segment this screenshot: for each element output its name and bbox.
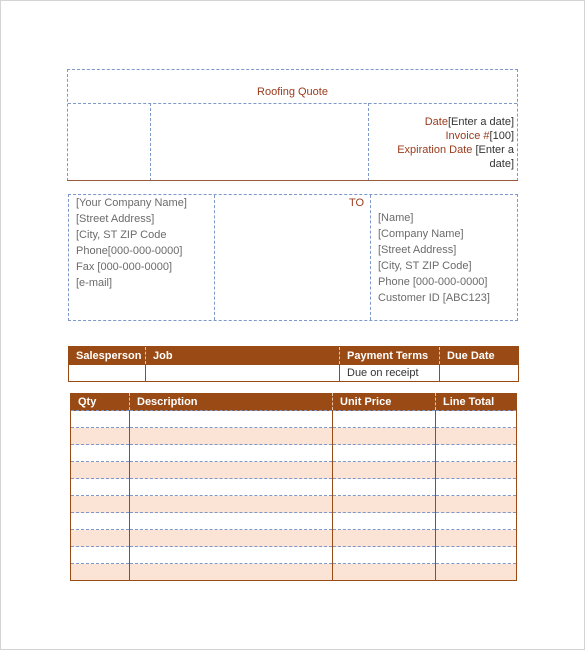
unit-price-cell[interactable] (333, 513, 436, 530)
date-value[interactable]: [Enter a date] (447, 116, 514, 128)
payment-terms-header: Payment Terms (340, 347, 440, 365)
unit-price-cell[interactable] (333, 564, 436, 581)
quote-title: Roofing Quote (68, 70, 517, 104)
line-total-cell[interactable] (436, 462, 517, 479)
expiration-value[interactable]: [Enter a (475, 144, 514, 156)
qty-cell[interactable] (71, 411, 130, 428)
job-header: Job (146, 347, 340, 365)
unit-price-cell[interactable] (333, 445, 436, 462)
table-row (71, 564, 517, 581)
header-rule (67, 180, 518, 181)
unit-price-cell[interactable] (333, 411, 436, 428)
quote-meta (370, 115, 514, 171)
expiration-line-2 (370, 157, 514, 171)
line-total-cell[interactable] (436, 530, 517, 547)
description-cell[interactable] (130, 513, 333, 530)
address-block (68, 194, 518, 321)
qty-cell[interactable] (71, 496, 130, 513)
qty-cell[interactable] (71, 462, 130, 479)
line-total-cell[interactable] (436, 564, 517, 581)
table-row (71, 411, 517, 428)
qty-cell[interactable] (71, 530, 130, 547)
unit-price-cell[interactable] (333, 547, 436, 564)
expiration-line (370, 143, 514, 157)
description-cell[interactable] (130, 496, 333, 513)
salesperson-header: Salesperson (69, 347, 146, 365)
table-row (71, 479, 517, 496)
payment-terms-cell[interactable]: Due on receipt (340, 365, 440, 382)
recipient-city[interactable]: [City, ST ZIP Code] (378, 260, 472, 272)
sender-city[interactable]: [City, ST ZIP Code (76, 229, 167, 241)
line-total-header: Line Total (436, 393, 517, 411)
description-header: Description (130, 393, 333, 411)
qty-cell[interactable] (71, 513, 130, 530)
qty-cell[interactable] (71, 428, 130, 445)
unit-price-cell[interactable] (333, 479, 436, 496)
date-line (370, 115, 514, 129)
job-cell[interactable] (146, 365, 340, 382)
expiration-value-cont[interactable]: date] (489, 158, 514, 170)
table-row (71, 496, 517, 513)
line-items-table (70, 393, 517, 581)
line-total-cell[interactable] (436, 513, 517, 530)
qty-header: Qty (71, 393, 130, 411)
description-cell[interactable] (130, 564, 333, 581)
unit-price-cell[interactable] (333, 462, 436, 479)
line-total-cell[interactable] (436, 479, 517, 496)
qty-cell[interactable] (71, 445, 130, 462)
header-divider (150, 103, 151, 181)
to-label: TO (349, 197, 365, 209)
recipient-name[interactable]: [Name] (378, 212, 414, 224)
table-row (71, 462, 517, 479)
expiration-label: Expiration Date (397, 144, 473, 156)
sender-email[interactable]: [e-mail] (76, 277, 113, 289)
recipient-street[interactable]: [Street Address] (378, 244, 457, 256)
qty-cell[interactable] (71, 564, 130, 581)
sender-street[interactable]: [Street Address] (76, 213, 155, 225)
table-row (71, 530, 517, 547)
sales-terms-table (68, 346, 519, 382)
line-total-cell[interactable] (436, 547, 517, 564)
recipient-phone[interactable]: Phone [000-000-0000] (378, 276, 488, 288)
description-cell[interactable] (130, 462, 333, 479)
date-label: Date (424, 116, 448, 128)
sales-row (69, 365, 519, 382)
description-cell[interactable] (130, 530, 333, 547)
unit-price-cell[interactable] (333, 496, 436, 513)
table-row (71, 513, 517, 530)
line-total-cell[interactable] (436, 411, 517, 428)
recipient-company[interactable]: [Company Name] (378, 228, 464, 240)
due-date-header: Due Date (440, 347, 519, 365)
sender-address (76, 195, 187, 291)
table-row (71, 445, 517, 462)
qty-cell[interactable] (71, 479, 130, 496)
table-row (71, 428, 517, 445)
sender-fax[interactable]: Fax [000-000-0000] (76, 261, 173, 273)
due-date-cell[interactable] (440, 365, 519, 382)
sender-company[interactable]: [Your Company Name] (76, 197, 187, 209)
line-total-cell[interactable] (436, 445, 517, 462)
address-divider (370, 195, 371, 320)
recipient-address (378, 210, 490, 306)
unit-price-cell[interactable] (333, 530, 436, 547)
salesperson-cell[interactable] (69, 365, 146, 382)
sender-phone[interactable]: Phone[000-000-0000] (76, 245, 183, 257)
quote-header (67, 69, 518, 181)
invoice-label: Invoice # (445, 130, 490, 142)
recipient-customer-id[interactable]: Customer ID [ABC123] (378, 292, 490, 304)
invoice-line (370, 129, 514, 143)
invoice-value[interactable]: [100] (489, 130, 514, 142)
sales-header-row (69, 347, 519, 365)
address-divider (214, 195, 215, 320)
table-row (71, 547, 517, 564)
line-total-cell[interactable] (436, 428, 517, 445)
description-cell[interactable] (130, 479, 333, 496)
header-divider (368, 103, 369, 181)
line-total-cell[interactable] (436, 496, 517, 513)
description-cell[interactable] (130, 547, 333, 564)
items-header-row (71, 393, 517, 411)
unit-price-cell[interactable] (333, 428, 436, 445)
unit-price-header: Unit Price (333, 393, 436, 411)
description-cell[interactable] (130, 411, 333, 428)
description-cell[interactable] (130, 445, 333, 462)
description-cell[interactable] (130, 428, 333, 445)
qty-cell[interactable] (71, 547, 130, 564)
